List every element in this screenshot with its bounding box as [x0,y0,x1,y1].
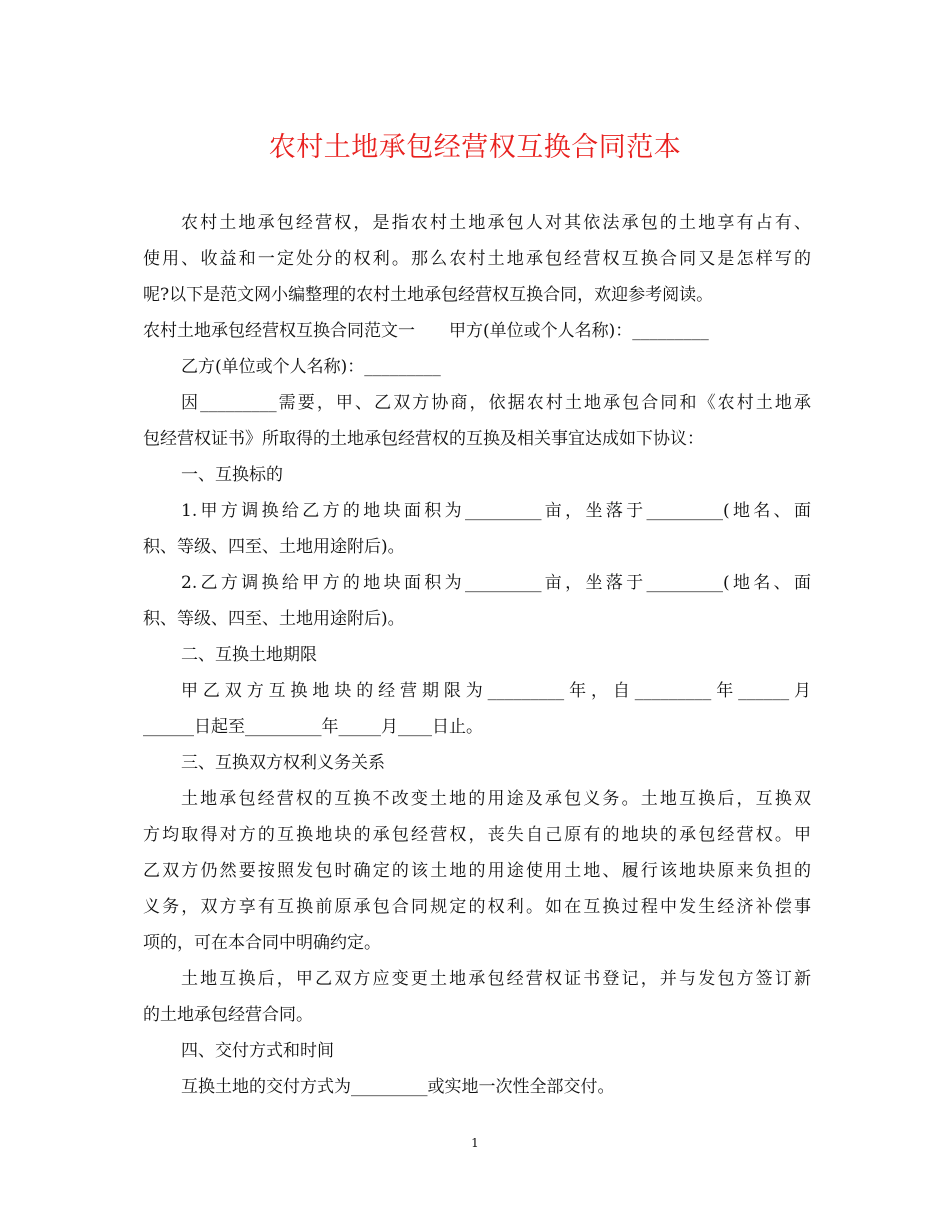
text-line: 方均取得对方的互换地块的承包经营权，丧失自己原有的地块的承包经营权。甲 [143,825,811,845]
text-line: 2.乙方调换给甲方的地块面积为_________亩，坐落于_________(地名、面 [181,573,811,593]
text-line: 的土地承包经营合同。 [143,1005,313,1025]
document-body [143,205,811,1105]
section-heading: 二、互换土地期限 [181,645,317,665]
text-line: 积、等级、四至、土地用途附后)。 [143,537,405,557]
page-number: 1 [471,1136,479,1150]
text-line: 呢?以下是范文网小编整理的农村土地承包经营权互换合同，欢迎参考阅读。 [143,285,714,305]
section-heading: 一、互换标的 [181,465,283,485]
text-line: 土地互换后，甲乙双方应变更土地承包经营权证书登记，并与发包方签订新 [181,969,811,989]
text-line: 义务，双方享有互换前原承包合同规定的权利。如在互换过程中发生经济补偿事 [143,897,811,917]
text-line: 农村土地承包经营权，是指农村土地承包人对其依法承包的土地享有占有、 [181,213,811,233]
section-heading: 四、交付方式和时间 [181,1041,334,1061]
text-line: 农村土地承包经营权互换合同范文一 甲方(单位或个人名称)：_________ [143,321,709,341]
text-line: ______日起至_________年_____月____日止。 [143,717,483,737]
text-line: 包经营权证书》所取得的土地承包经营权的互换及相关事宜达成如下协议： [143,429,704,449]
text-line: 因_________需要，甲、乙双方协商，依据农村土地承包合同和《农村土地承 [181,393,811,413]
text-line: 项的，可在本合同中明确约定。 [143,933,381,953]
text-line: 积、等级、四至、土地用途附后)。 [143,609,405,629]
text-line: 土地承包经营权的互换不改变土地的用途及承包义务。土地互换后，互换双 [181,789,811,809]
text-line: 使用、收益和一定处分的权利。那么农村土地承包经营权互换合同又是怎样写的 [143,249,811,269]
text-line: 互换土地的交付方式为_________或实地一次性全部交付。 [181,1077,615,1097]
text-line: 乙双方仍然要按照发包时确定的该土地的用途使用土地、履行该地块原来负担的 [143,861,811,881]
section-heading: 三、互换双方权利义务关系 [181,753,385,773]
text-line: 1.甲方调换给乙方的地块面积为_________亩，坐落于_________(地名、面 [181,501,811,521]
document-title: 农村土地承包经营权互换合同范本 [268,132,682,163]
text-line: 乙方(单位或个人名称)：_________ [181,357,441,377]
text-line: 甲乙双方互换地块的经营期限为_________年，自_________年______月 [181,681,811,701]
